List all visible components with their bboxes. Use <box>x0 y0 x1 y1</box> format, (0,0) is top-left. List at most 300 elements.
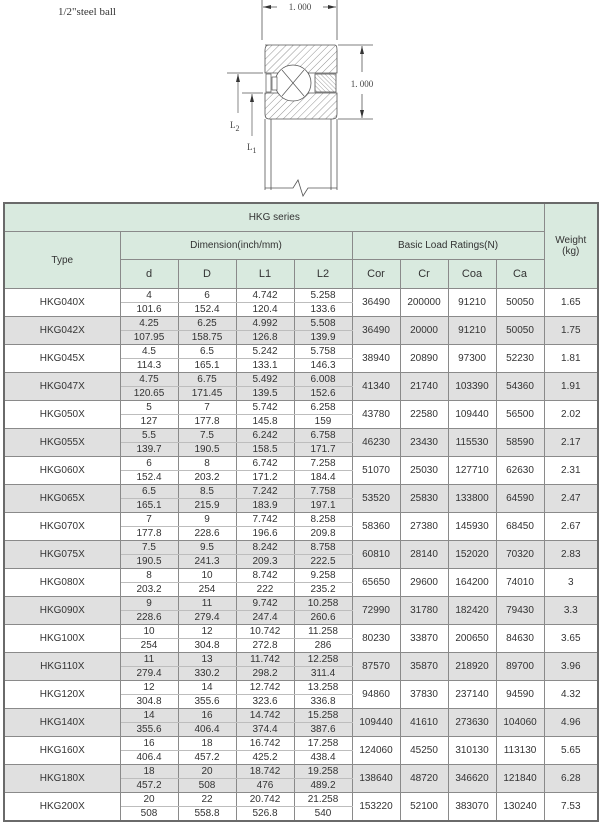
d-inch-cell: 7 <box>120 513 178 527</box>
column-header-Cor: Cor <box>352 260 400 289</box>
d-mm-cell: 114.3 <box>120 359 178 373</box>
Cor-cell: 58360 <box>352 513 400 541</box>
L1-mm-cell: 209.3 <box>236 555 294 569</box>
L1-mm-cell: 133.1 <box>236 359 294 373</box>
L2-mm-cell: 235.2 <box>294 583 352 597</box>
Coa-cell: 97300 <box>448 345 496 373</box>
type-cell: HKG140X <box>4 709 120 737</box>
L1-mm-cell: 158.5 <box>236 443 294 457</box>
Ca-cell: 113130 <box>496 737 544 765</box>
L2-mm-cell: 139.9 <box>294 331 352 345</box>
L1-inch-cell: 7.742 <box>236 513 294 527</box>
series-title: HKG series <box>4 203 544 232</box>
Ca-cell: 121840 <box>496 765 544 793</box>
arrow-icon <box>360 46 364 54</box>
D-mm-cell: 457.2 <box>178 751 236 765</box>
D-inch-cell: 8.5 <box>178 485 236 499</box>
L2-inch-cell: 21.258 <box>294 793 352 807</box>
Coa-cell: 310130 <box>448 737 496 765</box>
table-row <box>4 429 598 443</box>
L2-inch-cell: 8.258 <box>294 513 352 527</box>
type-cell: HKG060X <box>4 457 120 485</box>
type-cell: HKG040X <box>4 289 120 317</box>
bearing-cross-section-diagram <box>225 0 385 200</box>
L2-inch-cell: 13.258 <box>294 681 352 695</box>
Ca-cell: 89700 <box>496 653 544 681</box>
height-dimension-label: 1. 000 <box>350 79 374 89</box>
Cor-cell: 60810 <box>352 541 400 569</box>
l1-label: L1 <box>247 142 257 155</box>
L2-inch-cell: 7.258 <box>294 457 352 471</box>
L2-mm-cell: 222.5 <box>294 555 352 569</box>
d-mm-cell: 152.4 <box>120 471 178 485</box>
d-inch-cell: 7.5 <box>120 541 178 555</box>
table-row <box>4 513 598 527</box>
L2-mm-cell: 286 <box>294 639 352 653</box>
L2-mm-cell: 438.4 <box>294 751 352 765</box>
type-cell: HKG070X <box>4 513 120 541</box>
Coa-cell: 218920 <box>448 653 496 681</box>
Cor-cell: 36490 <box>352 289 400 317</box>
D-mm-cell: 304.8 <box>178 639 236 653</box>
D-mm-cell: 241.3 <box>178 555 236 569</box>
column-header-Cr: Cr <box>400 260 448 289</box>
Cr-cell: 28140 <box>400 541 448 569</box>
Cor-cell: 138640 <box>352 765 400 793</box>
D-inch-cell: 11 <box>178 597 236 611</box>
Ca-cell: 56500 <box>496 401 544 429</box>
d-inch-cell: 4 <box>120 289 178 303</box>
Cr-cell: 23430 <box>400 429 448 457</box>
table-row <box>4 597 598 611</box>
type-cell: HKG120X <box>4 681 120 709</box>
L1-inch-cell: 11.742 <box>236 653 294 667</box>
D-inch-cell: 18 <box>178 737 236 751</box>
Cor-cell: 153220 <box>352 793 400 822</box>
d-inch-cell: 6 <box>120 457 178 471</box>
D-inch-cell: 9.5 <box>178 541 236 555</box>
d-inch-cell: 10 <box>120 625 178 639</box>
weight-cell: 1.91 <box>544 373 598 401</box>
arrow-icon <box>236 74 240 82</box>
Cor-cell: 94860 <box>352 681 400 709</box>
Cr-cell: 35870 <box>400 653 448 681</box>
L1-inch-cell: 4.992 <box>236 317 294 331</box>
L2-mm-cell: 311.4 <box>294 667 352 681</box>
L2-inch-cell: 5.508 <box>294 317 352 331</box>
L2-mm-cell: 260.6 <box>294 611 352 625</box>
D-mm-cell: 165.1 <box>178 359 236 373</box>
D-mm-cell: 177.8 <box>178 415 236 429</box>
weight-cell: 2.83 <box>544 541 598 569</box>
d-mm-cell: 139.7 <box>120 443 178 457</box>
table-row <box>4 709 598 723</box>
Ca-cell: 68450 <box>496 513 544 541</box>
Cor-cell: 43780 <box>352 401 400 429</box>
dimension-header: Dimension(inch/mm) <box>120 232 352 260</box>
L1-mm-cell: 374.4 <box>236 723 294 737</box>
weight-cell: 3.65 <box>544 625 598 653</box>
Cor-cell: 41340 <box>352 373 400 401</box>
Cor-cell: 124060 <box>352 737 400 765</box>
Cor-cell: 36490 <box>352 317 400 345</box>
table-row <box>4 289 598 303</box>
table-row <box>4 737 598 751</box>
table-row <box>4 681 598 695</box>
table-row <box>4 569 598 583</box>
D-mm-cell: 190.5 <box>178 443 236 457</box>
arrow-icon <box>263 5 271 9</box>
weight-cell: 1.75 <box>544 317 598 345</box>
l2-label: L2 <box>230 120 240 133</box>
L1-inch-cell: 6.242 <box>236 429 294 443</box>
L1-mm-cell: 139.5 <box>236 387 294 401</box>
d-inch-cell: 5 <box>120 401 178 415</box>
column-header-L1: L1 <box>236 260 294 289</box>
L2-mm-cell: 152.6 <box>294 387 352 401</box>
L1-inch-cell: 7.242 <box>236 485 294 499</box>
Coa-cell: 103390 <box>448 373 496 401</box>
L1-mm-cell: 476 <box>236 779 294 793</box>
table-row <box>4 457 598 471</box>
L2-inch-cell: 5.258 <box>294 289 352 303</box>
weight-cell: 1.65 <box>544 289 598 317</box>
width-dimension-label: 1. 000 <box>288 2 312 12</box>
L2-inch-cell: 9.258 <box>294 569 352 583</box>
L2-inch-cell: 10.258 <box>294 597 352 611</box>
Cr-cell: 22580 <box>400 401 448 429</box>
L1-inch-cell: 18.742 <box>236 765 294 779</box>
table-row <box>4 625 598 639</box>
Cor-cell: 53520 <box>352 485 400 513</box>
Ca-cell: 50050 <box>496 289 544 317</box>
d-inch-cell: 11 <box>120 653 178 667</box>
D-mm-cell: 215.9 <box>178 499 236 513</box>
Ca-cell: 94590 <box>496 681 544 709</box>
weight-cell: 2.17 <box>544 429 598 457</box>
D-inch-cell: 6.25 <box>178 317 236 331</box>
L2-mm-cell: 184.4 <box>294 471 352 485</box>
Cr-cell: 25030 <box>400 457 448 485</box>
L1-inch-cell: 8.742 <box>236 569 294 583</box>
D-inch-cell: 8 <box>178 457 236 471</box>
d-mm-cell: 254 <box>120 639 178 653</box>
Ca-cell: 70320 <box>496 541 544 569</box>
D-mm-cell: 355.6 <box>178 695 236 709</box>
L2-mm-cell: 146.3 <box>294 359 352 373</box>
weight-cell: 2.47 <box>544 485 598 513</box>
weight-cell: 6.28 <box>544 765 598 793</box>
Cr-cell: 33870 <box>400 625 448 653</box>
weight-cell: 3.96 <box>544 653 598 681</box>
L1-mm-cell: 126.8 <box>236 331 294 345</box>
steel-ball-caption: 1/2"steel ball <box>58 6 116 18</box>
d-mm-cell: 203.2 <box>120 583 178 597</box>
table-row <box>4 541 598 555</box>
L2-inch-cell: 6.008 <box>294 373 352 387</box>
d-inch-cell: 20 <box>120 793 178 807</box>
type-header: Type <box>4 232 120 289</box>
Ca-cell: 64590 <box>496 485 544 513</box>
table-row <box>4 401 598 415</box>
Coa-cell: 115530 <box>448 429 496 457</box>
column-header-D: D <box>178 260 236 289</box>
D-inch-cell: 13 <box>178 653 236 667</box>
L1-inch-cell: 16.742 <box>236 737 294 751</box>
D-inch-cell: 6.75 <box>178 373 236 387</box>
table-row <box>4 765 598 779</box>
type-cell: HKG090X <box>4 597 120 625</box>
Ca-cell: 74010 <box>496 569 544 597</box>
L2-inch-cell: 6.258 <box>294 401 352 415</box>
Coa-cell: 152020 <box>448 541 496 569</box>
L1-mm-cell: 298.2 <box>236 667 294 681</box>
D-inch-cell: 20 <box>178 765 236 779</box>
D-inch-cell: 6 <box>178 289 236 303</box>
D-mm-cell: 406.4 <box>178 723 236 737</box>
D-mm-cell: 279.4 <box>178 611 236 625</box>
Cor-cell: 65650 <box>352 569 400 597</box>
d-inch-cell: 4.5 <box>120 345 178 359</box>
Cr-cell: 21740 <box>400 373 448 401</box>
Cor-cell: 51070 <box>352 457 400 485</box>
weight-cell: 3.3 <box>544 597 598 625</box>
table-row <box>4 653 598 667</box>
Coa-cell: 127710 <box>448 457 496 485</box>
L2-mm-cell: 209.8 <box>294 527 352 541</box>
L2-inch-cell: 19.258 <box>294 765 352 779</box>
d-mm-cell: 457.2 <box>120 779 178 793</box>
Cor-cell: 46230 <box>352 429 400 457</box>
D-inch-cell: 14 <box>178 681 236 695</box>
L1-mm-cell: 145.8 <box>236 415 294 429</box>
Cr-cell: 45250 <box>400 737 448 765</box>
L2-inch-cell: 15.258 <box>294 709 352 723</box>
L1-inch-cell: 6.742 <box>236 457 294 471</box>
weight-cell: 5.65 <box>544 737 598 765</box>
L1-inch-cell: 12.742 <box>236 681 294 695</box>
D-inch-cell: 7.5 <box>178 429 236 443</box>
L1-mm-cell: 425.2 <box>236 751 294 765</box>
column-header-d: d <box>120 260 178 289</box>
L1-inch-cell: 14.742 <box>236 709 294 723</box>
D-mm-cell: 558.8 <box>178 807 236 822</box>
Cr-cell: 37830 <box>400 681 448 709</box>
column-header-Ca: Ca <box>496 260 544 289</box>
arrow-icon <box>360 110 364 118</box>
Coa-cell: 383070 <box>448 793 496 822</box>
D-inch-cell: 7 <box>178 401 236 415</box>
Cr-cell: 20000 <box>400 317 448 345</box>
d-inch-cell: 16 <box>120 737 178 751</box>
Coa-cell: 91210 <box>448 289 496 317</box>
Ca-cell: 50050 <box>496 317 544 345</box>
Ca-cell: 58590 <box>496 429 544 457</box>
table-row <box>4 373 598 387</box>
L1-inch-cell: 5.492 <box>236 373 294 387</box>
Coa-cell: 133800 <box>448 485 496 513</box>
type-cell: HKG200X <box>4 793 120 822</box>
d-inch-cell: 6.5 <box>120 485 178 499</box>
d-inch-cell: 4.75 <box>120 373 178 387</box>
L2-mm-cell: 159 <box>294 415 352 429</box>
d-mm-cell: 228.6 <box>120 611 178 625</box>
column-header-Coa: Coa <box>448 260 496 289</box>
L2-inch-cell: 6.758 <box>294 429 352 443</box>
Cr-cell: 200000 <box>400 289 448 317</box>
weight-cell: 1.81 <box>544 345 598 373</box>
d-mm-cell: 120.65 <box>120 387 178 401</box>
Ca-cell: 104060 <box>496 709 544 737</box>
break-line <box>265 180 337 196</box>
L1-inch-cell: 10.742 <box>236 625 294 639</box>
type-cell: HKG100X <box>4 625 120 653</box>
type-cell: HKG055X <box>4 429 120 457</box>
L1-inch-cell: 5.242 <box>236 345 294 359</box>
D-mm-cell: 203.2 <box>178 471 236 485</box>
Ca-cell: 54360 <box>496 373 544 401</box>
L1-inch-cell: 8.242 <box>236 541 294 555</box>
Ca-cell: 84630 <box>496 625 544 653</box>
d-mm-cell: 508 <box>120 807 178 822</box>
weight-cell: 4.32 <box>544 681 598 709</box>
L2-mm-cell: 489.2 <box>294 779 352 793</box>
type-cell: HKG042X <box>4 317 120 345</box>
D-inch-cell: 22 <box>178 793 236 807</box>
weight-cell: 4.96 <box>544 709 598 737</box>
L1-mm-cell: 526.8 <box>236 807 294 822</box>
Ca-cell: 62630 <box>496 457 544 485</box>
type-cell: HKG160X <box>4 737 120 765</box>
hkg-series-table <box>3 202 599 822</box>
Cr-cell: 20890 <box>400 345 448 373</box>
d-mm-cell: 101.6 <box>120 303 178 317</box>
weight-header: Weight (kg) <box>544 203 598 289</box>
L2-inch-cell: 5.758 <box>294 345 352 359</box>
D-inch-cell: 12 <box>178 625 236 639</box>
D-inch-cell: 10 <box>178 569 236 583</box>
L1-mm-cell: 323.6 <box>236 695 294 709</box>
Coa-cell: 91210 <box>448 317 496 345</box>
D-mm-cell: 152.4 <box>178 303 236 317</box>
arrow-icon <box>328 5 336 9</box>
L2-mm-cell: 171.7 <box>294 443 352 457</box>
D-mm-cell: 228.6 <box>178 527 236 541</box>
d-mm-cell: 177.8 <box>120 527 178 541</box>
D-mm-cell: 330.2 <box>178 667 236 681</box>
d-inch-cell: 5.5 <box>120 429 178 443</box>
L2-inch-cell: 12.258 <box>294 653 352 667</box>
table-row <box>4 345 598 359</box>
d-mm-cell: 190.5 <box>120 555 178 569</box>
d-inch-cell: 8 <box>120 569 178 583</box>
weight-cell: 2.31 <box>544 457 598 485</box>
Cor-cell: 38940 <box>352 345 400 373</box>
L2-inch-cell: 8.758 <box>294 541 352 555</box>
L1-mm-cell: 171.2 <box>236 471 294 485</box>
d-mm-cell: 406.4 <box>120 751 178 765</box>
L2-mm-cell: 336.8 <box>294 695 352 709</box>
L1-mm-cell: 222 <box>236 583 294 597</box>
d-mm-cell: 279.4 <box>120 667 178 681</box>
Cor-cell: 109440 <box>352 709 400 737</box>
type-cell: HKG047X <box>4 373 120 401</box>
type-cell: HKG050X <box>4 401 120 429</box>
L1-mm-cell: 247.4 <box>236 611 294 625</box>
Cr-cell: 48720 <box>400 765 448 793</box>
D-mm-cell: 158.75 <box>178 331 236 345</box>
type-cell: HKG075X <box>4 541 120 569</box>
d-mm-cell: 165.1 <box>120 499 178 513</box>
weight-cell: 2.02 <box>544 401 598 429</box>
L2-mm-cell: 540 <box>294 807 352 822</box>
L2-mm-cell: 387.6 <box>294 723 352 737</box>
D-mm-cell: 508 <box>178 779 236 793</box>
table-row <box>4 793 598 807</box>
Cor-cell: 87570 <box>352 653 400 681</box>
type-cell: HKG065X <box>4 485 120 513</box>
Cr-cell: 25830 <box>400 485 448 513</box>
L2-mm-cell: 133.6 <box>294 303 352 317</box>
L1-inch-cell: 20.742 <box>236 793 294 807</box>
weight-cell: 7.53 <box>544 793 598 822</box>
Coa-cell: 200650 <box>448 625 496 653</box>
table-row <box>4 317 598 331</box>
d-inch-cell: 18 <box>120 765 178 779</box>
d-inch-cell: 14 <box>120 709 178 723</box>
Coa-cell: 182420 <box>448 597 496 625</box>
Ca-cell: 52230 <box>496 345 544 373</box>
table-row <box>4 485 598 499</box>
D-inch-cell: 9 <box>178 513 236 527</box>
weight-cell: 3 <box>544 569 598 597</box>
Coa-cell: 109440 <box>448 401 496 429</box>
d-mm-cell: 355.6 <box>120 723 178 737</box>
L2-inch-cell: 17.258 <box>294 737 352 751</box>
L1-inch-cell: 9.742 <box>236 597 294 611</box>
D-inch-cell: 16 <box>178 709 236 723</box>
L1-inch-cell: 4.742 <box>236 289 294 303</box>
Cr-cell: 29600 <box>400 569 448 597</box>
Coa-cell: 164200 <box>448 569 496 597</box>
column-header-L2: L2 <box>294 260 352 289</box>
L2-mm-cell: 197.1 <box>294 499 352 513</box>
type-cell: HKG080X <box>4 569 120 597</box>
D-mm-cell: 254 <box>178 583 236 597</box>
L1-mm-cell: 196.6 <box>236 527 294 541</box>
Cor-cell: 80230 <box>352 625 400 653</box>
d-inch-cell: 12 <box>120 681 178 695</box>
L1-mm-cell: 120.4 <box>236 303 294 317</box>
Cr-cell: 27380 <box>400 513 448 541</box>
Cr-cell: 41610 <box>400 709 448 737</box>
d-inch-cell: 4.25 <box>120 317 178 331</box>
type-cell: HKG045X <box>4 345 120 373</box>
L1-mm-cell: 272.8 <box>236 639 294 653</box>
type-cell: HKG110X <box>4 653 120 681</box>
table-body <box>4 289 598 822</box>
Cr-cell: 52100 <box>400 793 448 822</box>
Coa-cell: 145930 <box>448 513 496 541</box>
Ca-cell: 79430 <box>496 597 544 625</box>
arrow-icon <box>250 94 254 102</box>
Ca-cell: 130240 <box>496 793 544 822</box>
d-mm-cell: 127 <box>120 415 178 429</box>
L1-inch-cell: 5.742 <box>236 401 294 415</box>
d-mm-cell: 304.8 <box>120 695 178 709</box>
Coa-cell: 237140 <box>448 681 496 709</box>
Cr-cell: 31780 <box>400 597 448 625</box>
